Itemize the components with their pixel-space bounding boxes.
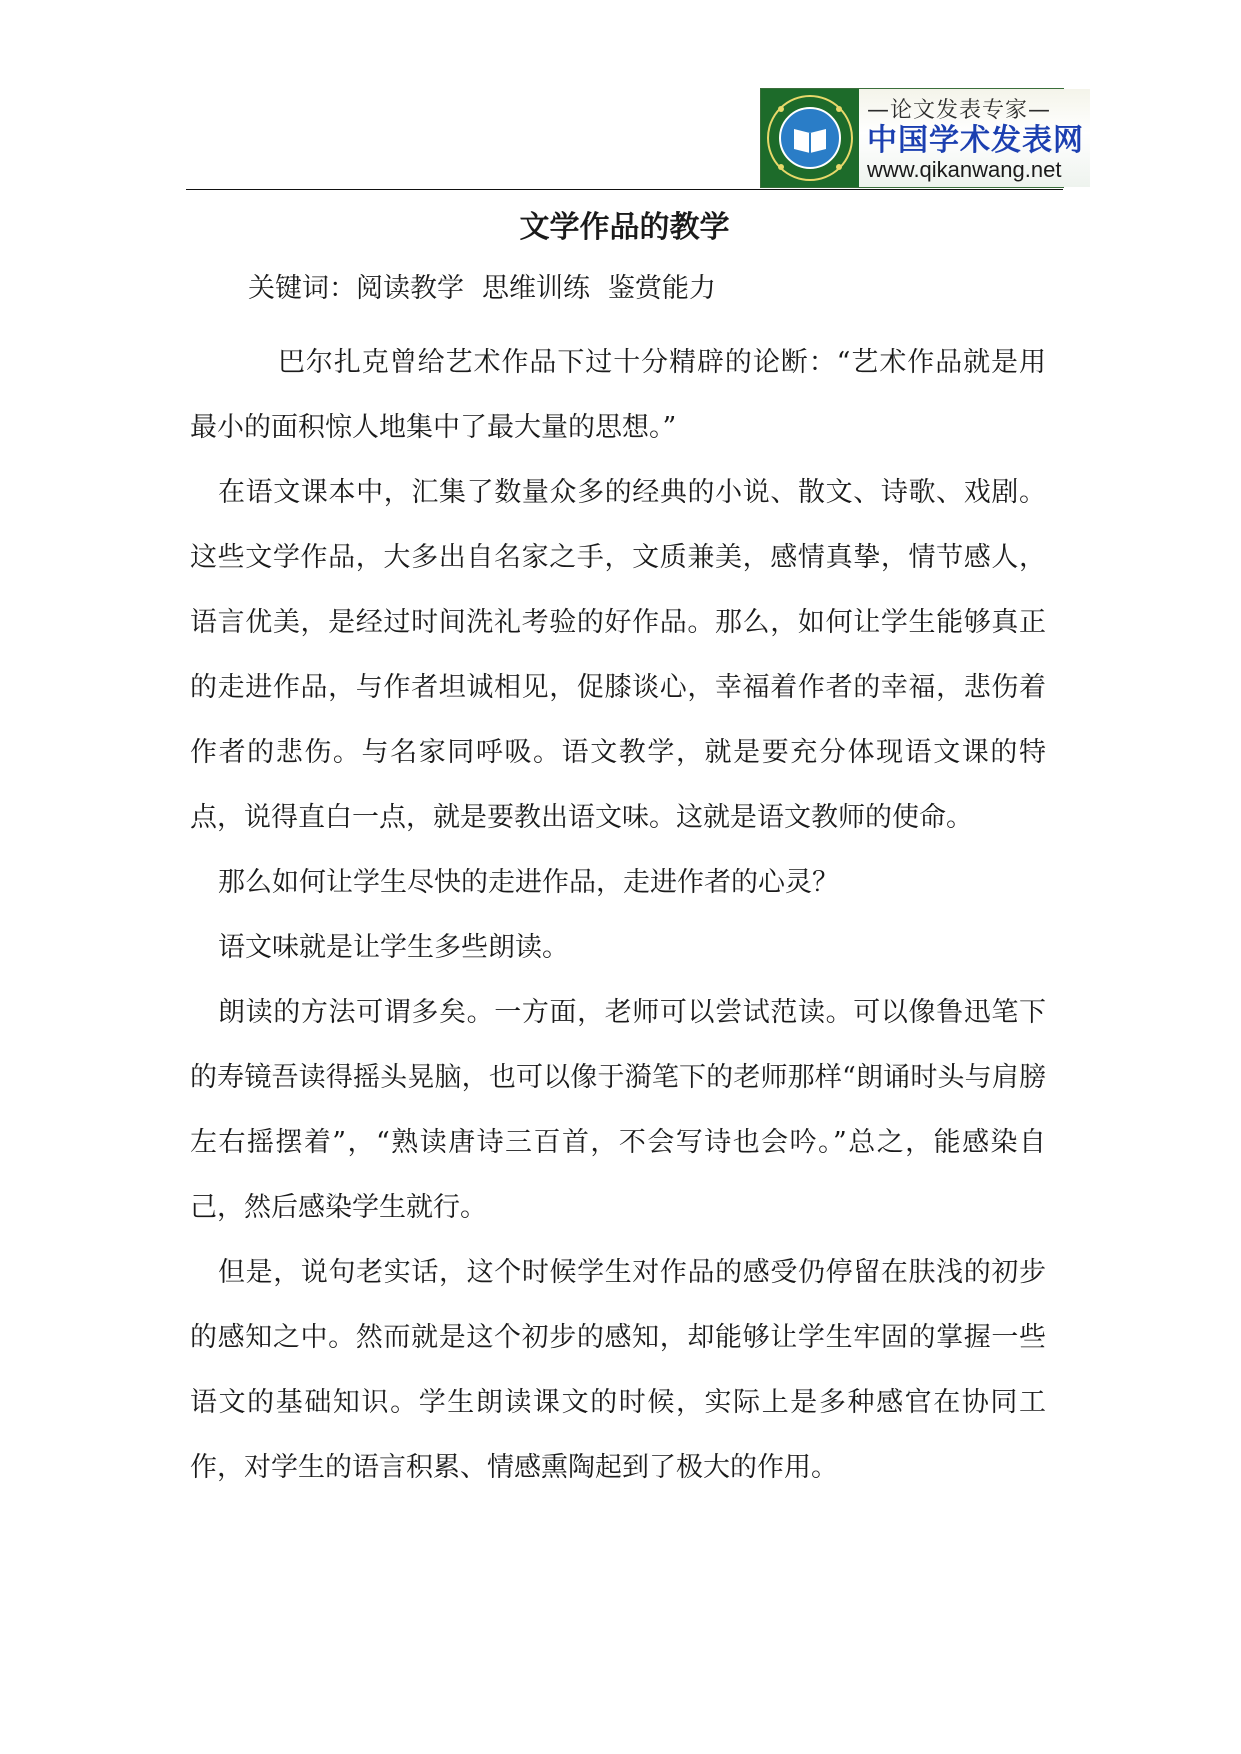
keyword: 鉴赏能力	[608, 273, 716, 304]
paragraph: 巴尔扎克曾给艺术作品下过十分精辟的论断：“艺术作品就是用最小的面积惊人地集中了最大量的思想。”	[190, 347, 1046, 443]
document-body	[190, 330, 1046, 1500]
paragraph: 语文味就是让学生多些朗读。	[218, 932, 569, 963]
logo-seal-emblem	[761, 89, 859, 187]
paragraph: 在语文课本中，汇集了数量众多的经典的小说、散文、诗歌、戏剧。这些文学作品，大多出自名家之手，文质兼美，感情真挚，情节感人，语言优美，是经过时间洗礼考验的好作品。那么，如何让学生能够真正的走进作品，与作者坦诚相见，促膝谈心，幸福着作者的幸福，悲伤着作者的悲伤。与名家同呼吸。语文教学，就是要充分体现语文课的特点，说得直白一点，就是要教出语文味。这就是语文教师的使命。	[190, 477, 1046, 833]
keywords-line	[248, 266, 734, 305]
site-logo[interactable]	[760, 88, 1084, 188]
book-emblem-icon	[761, 89, 859, 187]
paragraph: 但是，说句老实话，这个时候学生对作品的感受仍停留在肤浅的初步的感知之中。然而就是这个初步的感知，却能够让学生牢固的掌握一些语文的基础知识。学生朗读课文的时候，实际上是多种感官在协同工作，对学生的语言积累、情感熏陶起到了极大的作用。	[190, 1257, 1046, 1483]
document-title: 文学作品的教学	[519, 210, 730, 245]
logo-text-block	[859, 89, 1090, 187]
paragraph: 那么如何让学生尽快的走进作品，走进作者的心灵？	[218, 867, 839, 898]
logo-url: www.qikanwang.net	[867, 157, 1062, 182]
paragraph: 朗读的方法可谓多矣。一方面，老师可以尝试范读。可以像鲁迅笔下的寿镜吾读得摇头晃脑，也可以像于漪笔下的老师那样“朗诵时头与肩膀左右摇摆着”，“熟读唐诗三百首，不会写诗也会吟。”总之，能感染自己，然后感染学生就行。	[190, 997, 1046, 1223]
keyword: 思维训练	[482, 273, 590, 304]
keyword: 阅读教学	[356, 273, 464, 304]
header-divider	[186, 189, 1063, 190]
logo-slogan: —论文发表专家—	[867, 98, 1052, 123]
keywords-label: 关键词：	[248, 273, 356, 304]
logo-site-name: 中国学术发表网	[867, 122, 1084, 158]
